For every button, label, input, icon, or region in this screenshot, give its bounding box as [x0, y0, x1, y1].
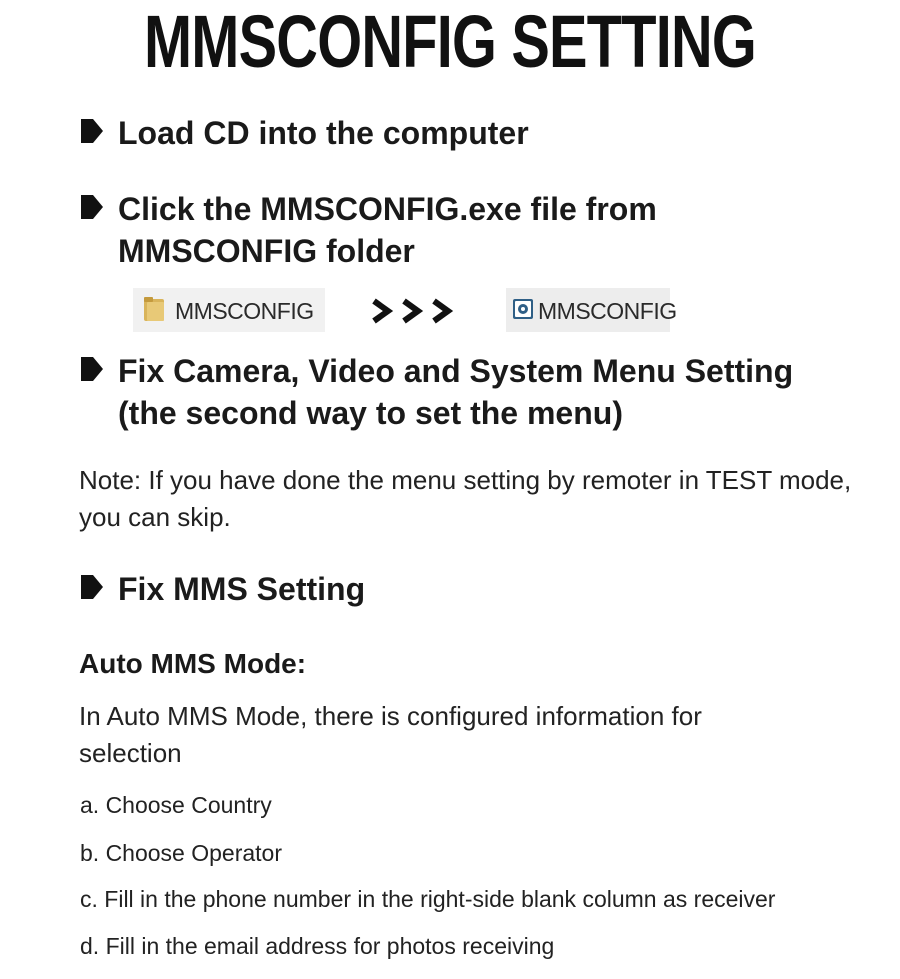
list-item: c. Fill in the phone number in the right-side blank column as receiver: [80, 886, 776, 912]
step-text: Load CD into the computer: [118, 115, 529, 151]
auto-mms-heading: Auto MMS Mode:: [79, 648, 307, 679]
list-item: a. Choose Country: [80, 792, 272, 818]
app-icon: [512, 298, 534, 320]
arrow-bullet-icon: [80, 356, 104, 382]
exe-item: [506, 288, 677, 332]
list-item: d. Fill in the email address for photos receiving: [80, 933, 555, 959]
folder-item: [133, 288, 325, 332]
folder-icon: [143, 296, 165, 322]
file-illustration: [0, 288, 900, 332]
step-text: Fix MMS Setting: [118, 571, 366, 607]
folder-label: MMSCONFIG: [175, 298, 314, 324]
exe-label: MMSCONFIG: [538, 298, 677, 324]
page-title: MMSCONFIG SETTING: [143, 0, 757, 83]
step-text: Click the MMSCONFIG.exe file from MMSCONFIG folder: [118, 191, 657, 269]
arrow-bullet-icon: [80, 194, 104, 220]
list-item: b. Choose Operator: [80, 840, 283, 866]
step-text: Fix Camera, Video and System Menu Setting (the second way to set the menu): [118, 353, 794, 431]
chevron-right-icon: [370, 298, 460, 324]
auto-mms-intro: In Auto MMS Mode, there is configured information for selection: [79, 701, 702, 768]
arrow-bullet-icon: [80, 118, 104, 144]
arrow-bullet-icon: [80, 574, 104, 600]
note-text: Note: If you have done the menu setting by remoter in TEST mode, you can skip.: [79, 465, 852, 532]
